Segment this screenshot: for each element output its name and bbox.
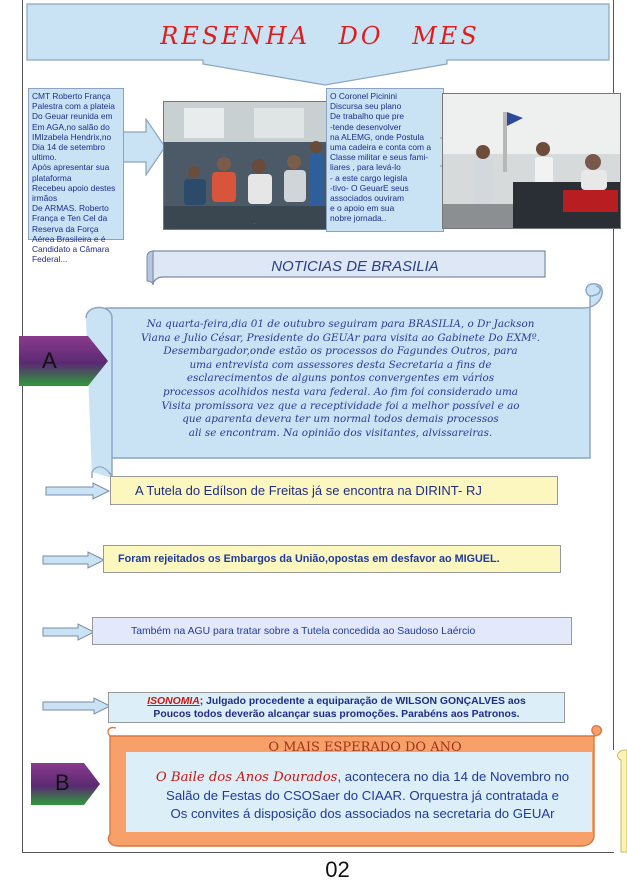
marker-a: [18, 335, 110, 387]
item-embargos: Foram rejeitados os Embargos da União,opostas em desfavor ao MIGUEL.: [103, 545, 561, 573]
edge-scroll-fragment: [611, 748, 627, 853]
baile-lead: O Baile dos Anos Dourados: [155, 770, 338, 785]
photo-audience: [163, 101, 328, 230]
svg-text:.: .: [254, 220, 256, 225]
item-arrow-embargos: [42, 551, 106, 569]
item-arrow-agu: [42, 623, 96, 641]
baile-title: O MAIS ESPERADO DO ANO: [268, 740, 462, 755]
item-agu: Também na AGU para tratar sobre a Tutela concedida ao Saudoso Laércio: [92, 617, 572, 645]
scroll-a-text: Na quarta-feira,dia 01 de outubro seguiram para BRASILIA, o Dr Jackson Viana e Julio César, Presidente do GEUAr para visita ao Gabinete Do EXMº. Desembargador,onde estão os processos do Fagundes Outros, para uma entrevista com assessores desta Secretaria a fins de esclarecimentos de alguns pontos convergentes em vários processos acolhidos nesta vara federal. Ao fim foi considerado uma Visita promissora vez que a receptividade foi a melhor possível e ao que aparenta devera ter um normal todos demais processos ali se encontram. Na opinião dos visitantes, alvissareiras.: [140, 318, 540, 439]
item-tutela: A Tutela do Edílson de Freitas já se encontra na DIRINT- RJ: [110, 476, 558, 505]
marker-b-letter: B: [55, 770, 70, 795]
page-number: 02: [325, 857, 350, 882]
noticias-title: NOTICIAS DE BRASILIA: [271, 258, 439, 275]
baile-text: O Baile dos Anos Dourados, acontecera no dia 14 de Novembro no Salão de Festas do CSOSaer do CIAAR. Orquestra já contratada e Os convites á disposição dos associados na secretaria do GEUAr: [155, 769, 570, 821]
callout-roberto-franca: CMT Roberto França Palestra com a plateia Do Geuar reunida em Em AGA,no salão do IMIzabela Hendrix,no Dia 14 de setembro ultimo. Após apresentar sua plataforma Recebeu apoio destes irmãos De ARMAS. Roberto França e Ten Cel da Reserva da Força Aérea Brasileira e é Candidato a Câmara Federal...: [28, 88, 124, 240]
isonomia-label: ISONOMIA: [147, 695, 200, 707]
page-border-bottom: [22, 852, 614, 853]
item-arrow-isonomia: [42, 697, 112, 715]
page-border-left: [22, 0, 23, 853]
item-arrow-tutela: [45, 482, 111, 500]
marker-a-letter: A: [42, 348, 57, 373]
page-title: RESENHA DO MES: [160, 22, 480, 50]
photo-speaker-table: [442, 93, 621, 229]
callout-coronel-picinini: O Coronel Picinini Discursa seu plano De trabalho que pre -tende desenvolver na ALEMG, onde Postula uma cadeira e conta com a Classe militar e seus fami- liares , para levá-lo - a este cargo legisla -tivo- O GeuarE seus associados ouviram e o apoio em sua nobre jornada..: [326, 88, 444, 232]
callout-arrow-left: [122, 118, 166, 176]
item-isonomia: ISONOMIA; Julgado procedente a equiparação de WILSON GONÇALVES aos Poucos todos deverão alcançar suas promoções. Parabéns aos Patronos.: [108, 692, 565, 723]
